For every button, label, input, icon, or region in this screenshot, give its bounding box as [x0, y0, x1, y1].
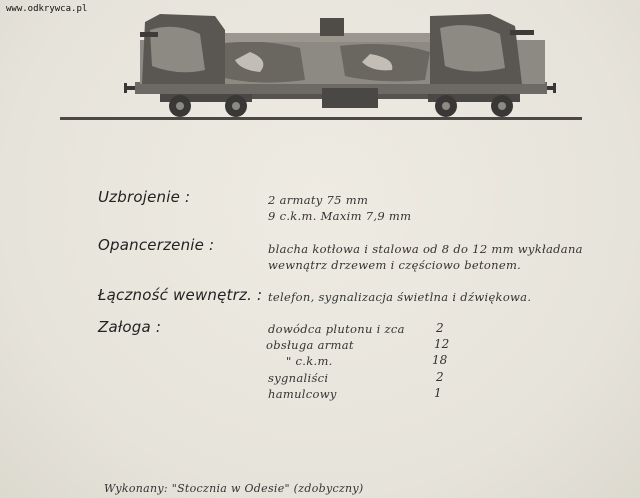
crew-row-count: 2 [436, 321, 444, 335]
armor-line-1: blacha kotłowa i stalowa od 8 do 12 mm wykładana [268, 242, 583, 256]
watermark: www.odkrywca.pl [6, 4, 88, 14]
right-gun-barrel [510, 30, 534, 35]
armament-label: Uzbrojenie : [98, 188, 191, 206]
crew-row-name: sygnaliści [268, 371, 329, 385]
crew-row-count: 1 [434, 386, 442, 400]
central-cupola [320, 18, 344, 36]
left-casemate-camo [150, 27, 205, 72]
rail-line [60, 117, 582, 120]
armor-label: Opancerzenie : [98, 236, 215, 254]
crew-row-count: 2 [436, 370, 444, 384]
crew-row-count: 12 [434, 337, 450, 351]
communication-label: Łączność wewnętrz. : [98, 286, 263, 304]
crew-row-name: obsługa armat [266, 338, 354, 352]
crew-label: Załoga : [98, 318, 162, 336]
crew-row-name: hamulcowy [268, 387, 337, 401]
right-casemate-camo [440, 25, 505, 71]
crew-row-name: " c.k.m. [286, 354, 333, 368]
wheel-hub [232, 102, 240, 110]
wheel-hub [498, 102, 506, 110]
right-buffer-plate [553, 83, 556, 93]
built-by-footer: Wykonany: "Stocznia w Odesie" (zdobyczny) [104, 482, 364, 495]
armament-line-1: 2 armaty 75 mm [268, 193, 369, 207]
left-buffer-plate [124, 83, 127, 93]
wheel-hub [176, 102, 184, 110]
armored-wagon-drawing [0, 0, 640, 140]
side-door [322, 88, 378, 108]
communication-value: telefon, sygnalizacja świetlna i dźwiękowa. [268, 290, 532, 304]
wheel-hub [442, 102, 450, 110]
crew-row-name: dowódca plutonu i zca [268, 322, 405, 336]
left-gun-barrel [140, 32, 158, 37]
armament-line-2: 9 c.k.m. Maxim 7,9 mm [268, 209, 412, 223]
crew-row-count: 18 [432, 353, 448, 367]
armor-line-2: wewnątrz drzewem i częściowo betonem. [268, 258, 522, 272]
